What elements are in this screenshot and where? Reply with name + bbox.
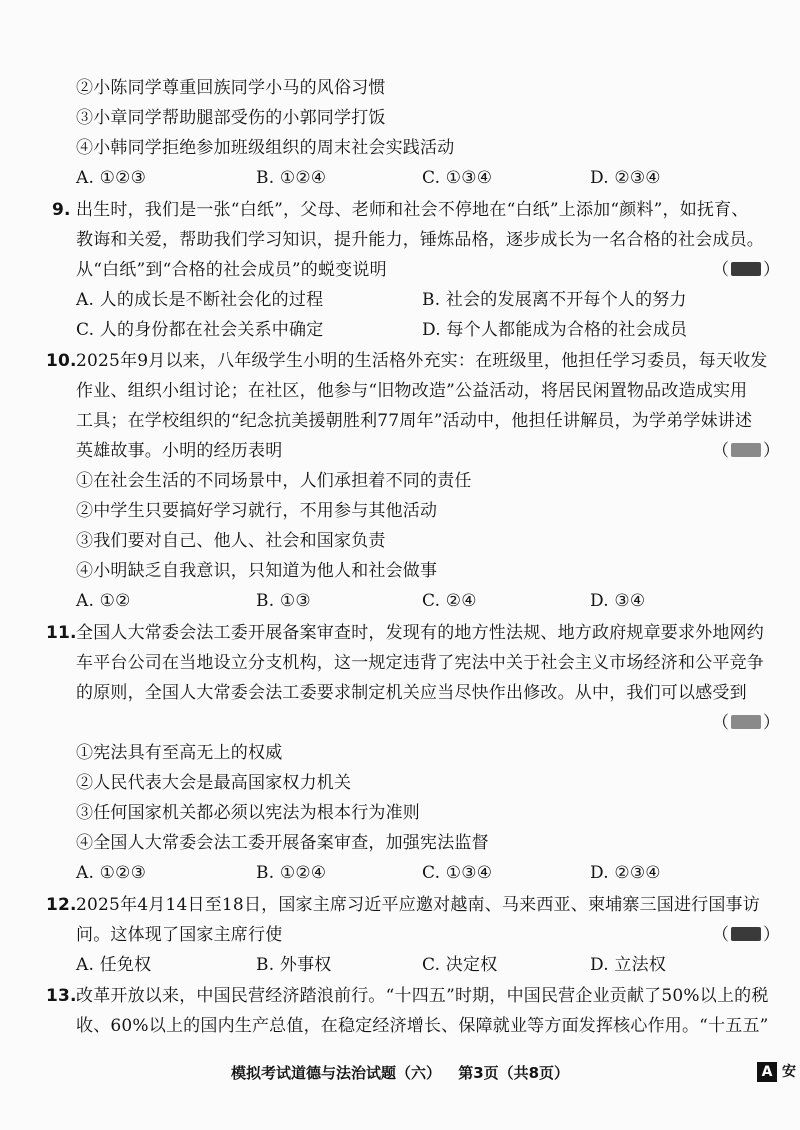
q11-stem-line-1: 全国人大常委会法工委开展备案审查时，发现有的地方性法规、地方政府规章要求外地网约 [76,623,764,643]
q12-option-b: B. 外事权 [256,955,332,975]
q9-stem-line-1: 出生时，我们是一张“白纸”，父母、老师和社会不停地在“白纸”上添加“颜料”，如抚育、 [76,200,749,220]
q11-option-a: A. ①②③ [76,863,147,883]
q12-option-a: A. 任免权 [76,955,152,975]
q10-option-c: C. ②④ [422,591,477,611]
q11-option-d: D. ②③④ [590,863,661,883]
q13-stem-line-2: 收、60%以上的国内生产总值，在稳定经济增长、保障就业等方面发挥核心作用。“十五五” [76,1016,769,1036]
q10-item-4: ④小明缺乏自我意识，只知道为他人和社会做事 [76,561,438,581]
q10-number: 10. [46,351,77,371]
q9-option-b: B. 社会的发展离不开每个人的努力 [422,290,687,310]
q9-option-a: A. 人的成长是不断社会化的过程 [76,290,324,310]
q8-option-a: A. ①②③ [76,168,147,188]
page-number: 第3页（共8页） [458,1064,570,1082]
edge-text: 安 [782,1064,796,1080]
page-footer [0,1063,800,1083]
q11-item-1: ①宪法具有至高无上的权威 [76,743,283,763]
q8-item-4: ④小韩同学拒绝参加班级组织的周末社会实践活动 [76,138,455,158]
q11-stem-line-3: 的原则，全国人大常委会法工委要求制定机关应当尽快作出修改。从中，我们可以感受到 [76,683,747,703]
q9-answer-bracket: （ ） [712,260,780,280]
redaction-mark [731,927,761,941]
q13-number: 13. [46,986,77,1006]
q11-option-b: B. ①②④ [256,863,327,883]
q12-answer-bracket: （ ） [712,925,780,945]
q10-stem-line-2: 作业、组织小组讨论；在社区，他参与“旧物改造”公益活动，将居民闲置物品改造成实用 [76,381,748,401]
q11-option-c: C. ①③④ [422,863,493,883]
q9-stem-line-2: 教诲和关爱，帮助我们学习知识，提升能力，锤炼品格，逐步成长为一名合格的社会成员。 [76,230,764,250]
q8-option-b: B. ①②④ [256,168,327,188]
q12-number: 12. [46,895,77,915]
exam-title: 模拟考试道德与法治试题（六） [230,1064,441,1082]
redaction-mark [731,715,761,729]
q8-item-3: ③小章同学帮助腿部受伤的小郭同学打饭 [76,108,386,128]
q12-option-d: D. 立法权 [590,955,667,975]
q8-option-c: C. ①③④ [422,168,493,188]
q9-stem-line-3: 从“白纸”到“合格的社会成员”的蜕变说明 [76,260,387,280]
q9-number: 9. [52,200,71,220]
q11-stem-line-2: 车平台公司在当地设立分支机构，这一规定违背了宪法中关于社会主义市场经济和公平竞争 [76,653,764,673]
q12-stem-line-1: 2025年4月14日至18日，国家主席习近平应邀对越南、马来西亚、柬埔寨三国进行国事访 [76,895,760,915]
q12-option-c: C. 决定权 [422,955,498,975]
q8-option-d: D. ②③④ [590,168,661,188]
q9-option-d: D. 每个人都能成为合格的社会成员 [422,320,688,340]
q10-stem-line-3: 工具；在学校组织的“纪念抗美援朝胜利77周年”活动中，他担任讲解员，为学弟学妹讲述 [76,411,753,431]
q8-item-2: ②小陈同学尊重回族同学小马的风俗习惯 [76,78,386,98]
q12-stem-line-2: 问。这体现了国家主席行使 [76,925,283,945]
q10-item-2: ②中学生只要搞好学习就行，不用参与其他活动 [76,501,438,521]
q13-stem-line-1: 改革开放以来，中国民营经济踏浪前行。“十四五”时期，中国民营企业贡献了50%以上的税 [76,986,769,1006]
q10-stem-line-4: 英雄故事。小明的经历表明 [76,441,283,461]
redaction-mark [731,443,761,457]
q11-item-3: ③任何国家机关都必须以宪法为根本行为准则 [76,803,420,823]
q11-answer-bracket: （ ） [712,713,780,733]
q11-number: 11. [46,623,77,643]
q11-item-2: ②人民代表大会是最高国家权力机关 [76,773,352,793]
q9-option-c: C. 人的身份都在社会关系中确定 [76,320,324,340]
q10-option-b: B. ①③ [256,591,311,611]
q10-item-3: ③我们要对自己、他人、社会和国家负责 [76,531,386,551]
q11-item-4: ④全国人大常委会法工委开展备案审查，加强宪法监督 [76,833,489,853]
q10-item-1: ①在社会生活的不同场景中，人们承担着不同的责任 [76,471,472,491]
q10-option-d: D. ③④ [590,591,646,611]
q10-option-a: A. ①② [76,591,131,611]
version-tag: A [757,1062,777,1082]
q10-stem-line-1: 2025年9月以来，八年级学生小明的生活格外充实：在班级里，他担任学习委员，每天收发 [76,351,768,371]
redaction-mark [731,262,761,276]
q10-answer-bracket: （ ） [712,441,780,461]
